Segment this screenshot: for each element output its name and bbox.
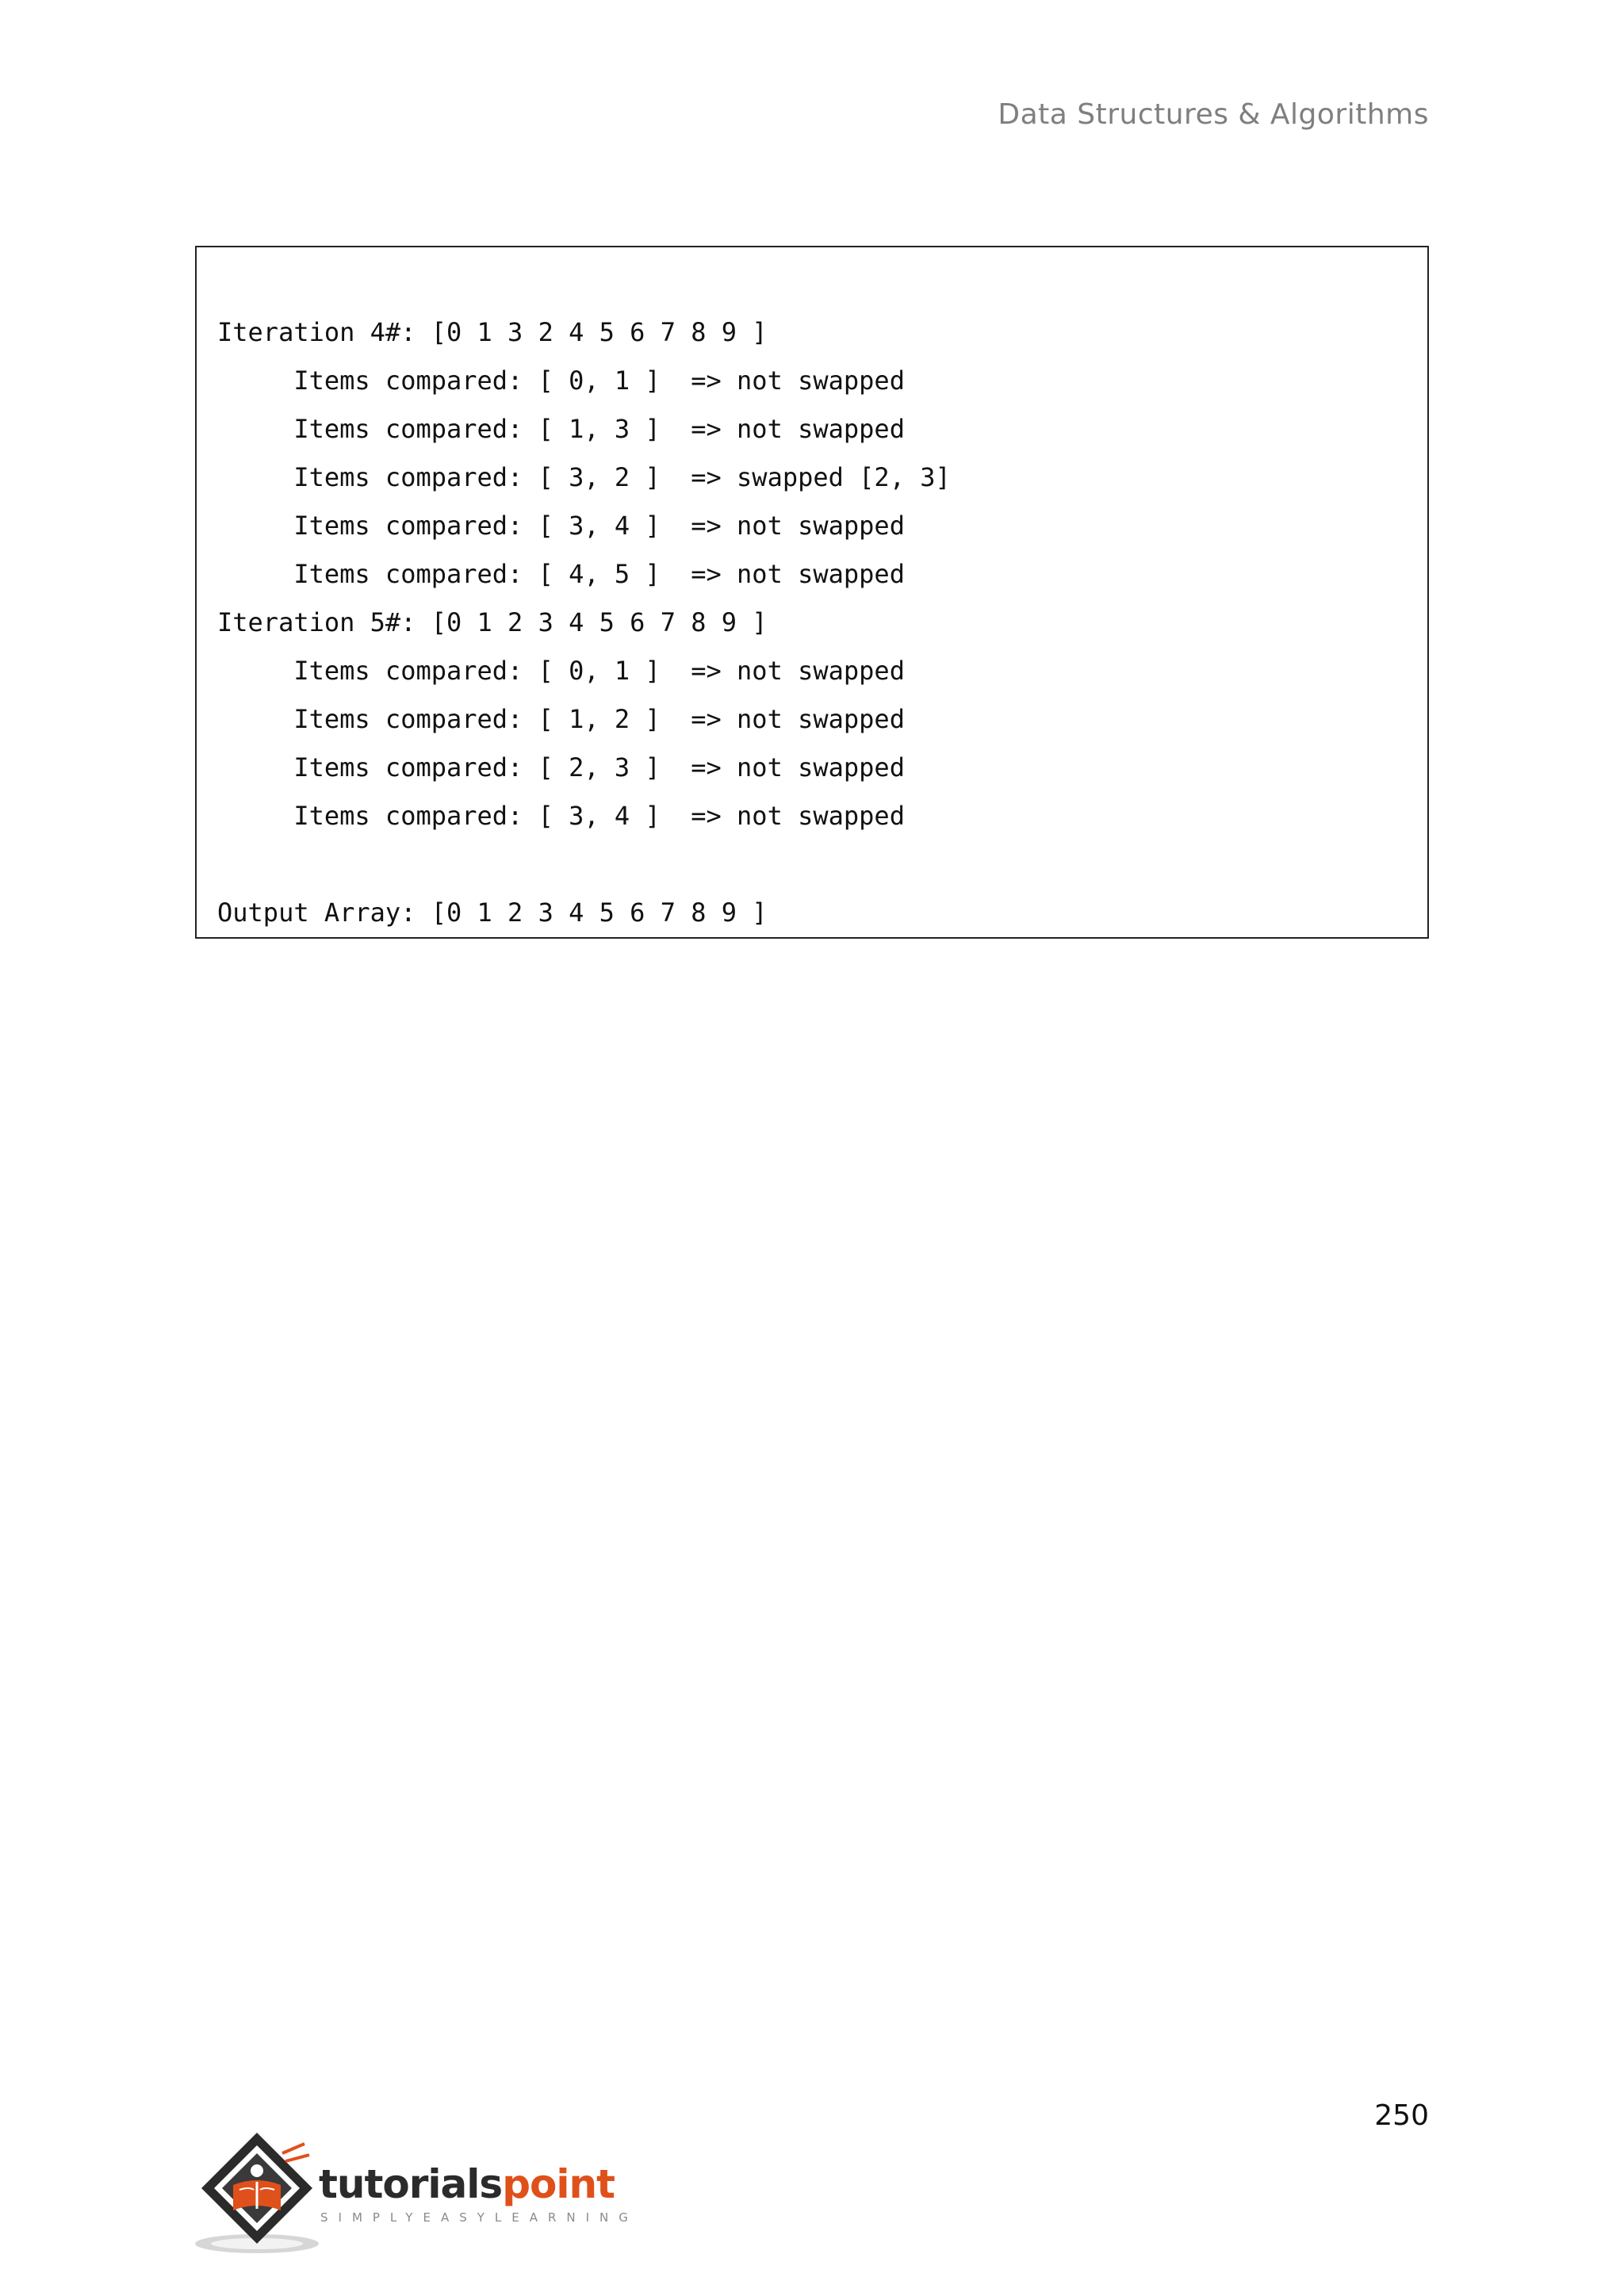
running-header: Data Structures & Algorithms <box>998 98 1429 131</box>
code-line: Output Array: [0 1 2 3 4 5 6 7 8 9 ] <box>217 897 768 928</box>
code-line: Items compared: [ 2, 3 ] => not swapped <box>217 752 905 783</box>
code-line: Items compared: [ 0, 1 ] => not swapped <box>217 365 905 396</box>
page-number: 250 <box>1374 2099 1429 2132</box>
code-line: Iteration 4#: [0 1 3 2 4 5 6 7 8 9 ] <box>217 317 768 347</box>
code-line: Iteration 5#: [0 1 2 3 4 5 6 7 8 9 ] <box>217 607 768 637</box>
code-line: Items compared: [ 1, 2 ] => not swapped <box>217 704 905 734</box>
logo-tagline: SIMPLYEASYLEARNING <box>320 2210 638 2225</box>
code-line: Items compared: [ 3, 4 ] => not swapped <box>217 511 905 541</box>
logo-wordmark <box>319 2161 615 2207</box>
code-line: Items compared: [ 4, 5 ] => not swapped <box>217 559 905 589</box>
code-line: Items compared: [ 3, 2 ] => swapped [2, 3] <box>217 462 951 492</box>
logo-word-tutorials: tutorials <box>319 2161 503 2207</box>
code-line <box>217 840 951 889</box>
tutorialspoint-logo <box>193 2130 638 2256</box>
code-line: Items compared: [ 0, 1 ] => not swapped <box>217 656 905 686</box>
logo-word-point: point <box>502 2161 615 2207</box>
code-block <box>195 246 1429 939</box>
logo-diamond-icon <box>193 2130 320 2256</box>
code-lines <box>217 308 951 937</box>
code-line: Items compared: [ 1, 3 ] => not swapped <box>217 414 905 444</box>
code-line: Items compared: [ 3, 4 ] => not swapped <box>217 801 905 831</box>
